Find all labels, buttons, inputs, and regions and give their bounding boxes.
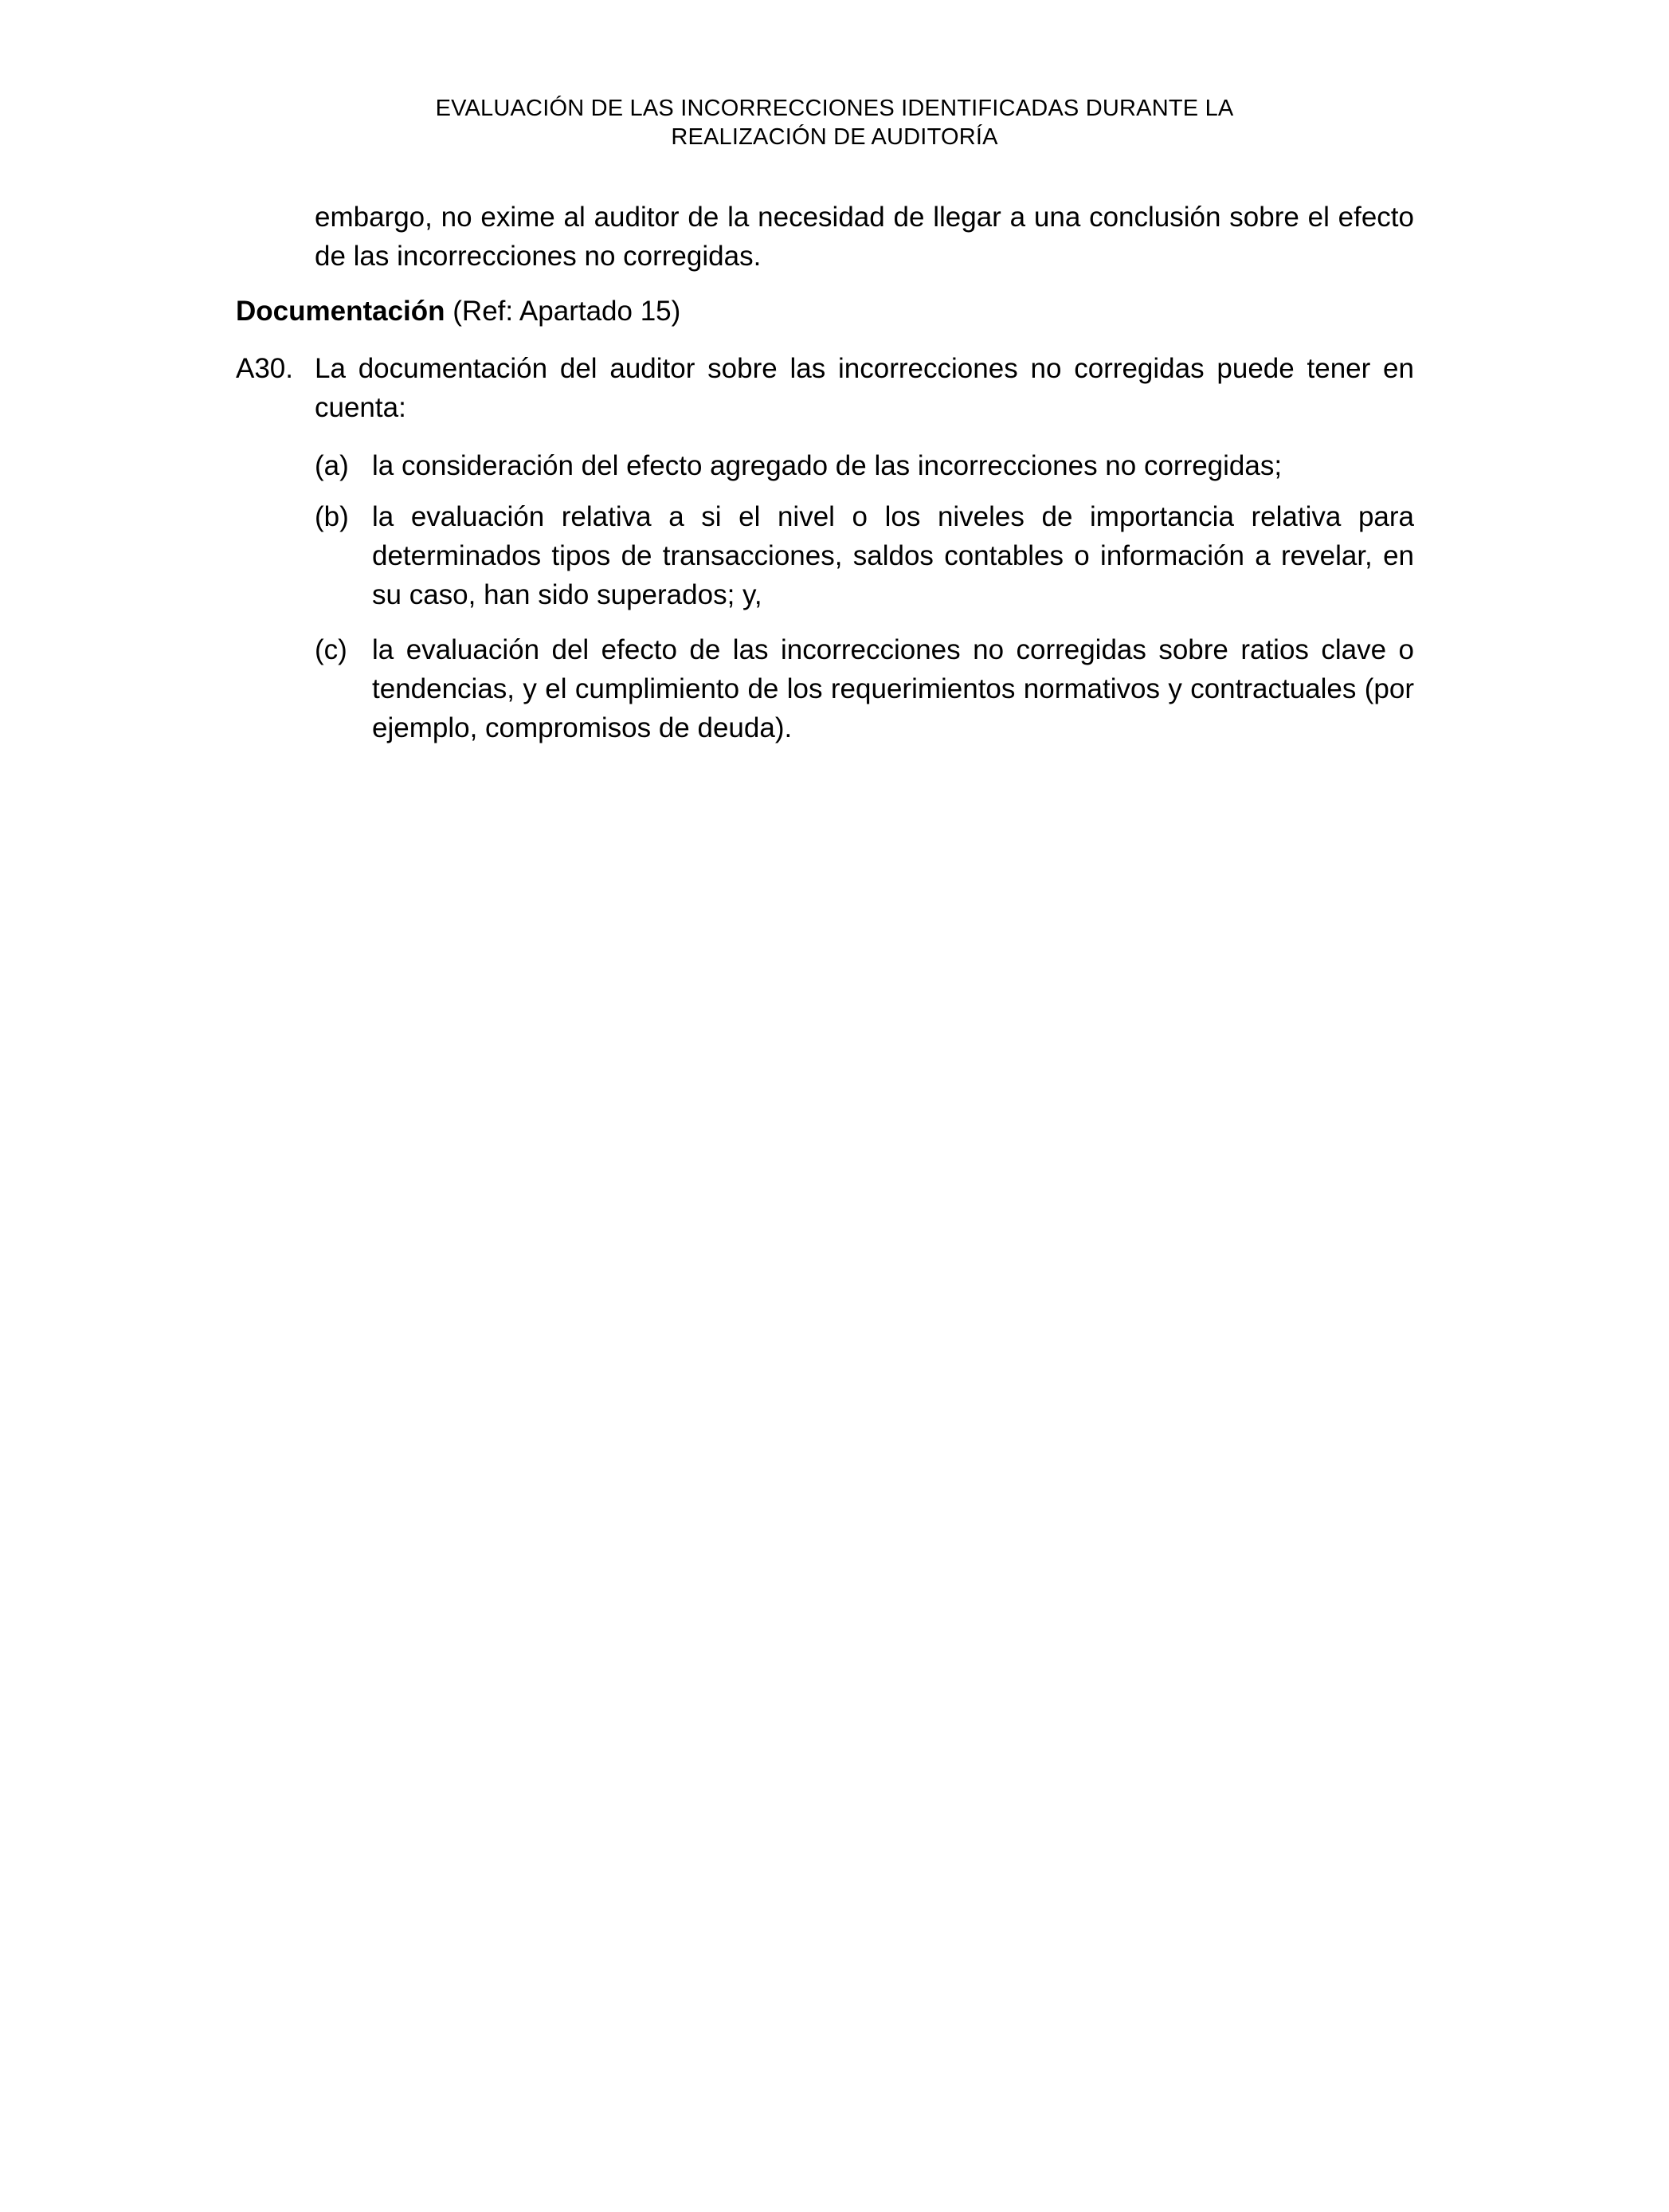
header-line-1: EVALUACIÓN DE LAS INCORRECCIONES IDENTIFICADAS DURANTE LA bbox=[435, 96, 1234, 121]
paragraph-text: La documentación del auditor sobre las incorrecciones no corregidas puede tener en cuenta: bbox=[315, 353, 1414, 423]
section-reference: (Ref: Apartado 15) bbox=[453, 296, 681, 327]
paragraph-number: A30. bbox=[236, 353, 293, 384]
list-item-text: la evaluación del efecto de las incorrecciones no corregidas sobre ratios clave o tendencias, y el cumplimiento de los requerimientos normativos y contractuales (por ejemplo, compromisos de deuda). bbox=[372, 634, 1414, 743]
running-header bbox=[0, 94, 1669, 151]
list-item-text: la consideración del efecto agregado de las incorrecciones no corregidas; bbox=[372, 450, 1283, 481]
continuation-paragraph: embargo, no exime al auditor de la necesidad de llegar a una conclusión sobre el efecto de las incorrecciones no corregidas. bbox=[315, 202, 1414, 272]
list-item-text: la evaluación relativa a si el nivel o los niveles de importancia relativa para determinados tipos de transacciones, saldos contables o información a revelar, en su caso, han sido superados; y, bbox=[372, 501, 1414, 610]
section-heading bbox=[236, 292, 680, 331]
list-item-label: (c) bbox=[315, 634, 347, 665]
list-item-label: (a) bbox=[315, 450, 349, 481]
list-item-label: (b) bbox=[315, 501, 349, 532]
section-title: Documentación bbox=[236, 296, 445, 327]
header-line-2: REALIZACIÓN DE AUDITORÍA bbox=[671, 124, 998, 150]
